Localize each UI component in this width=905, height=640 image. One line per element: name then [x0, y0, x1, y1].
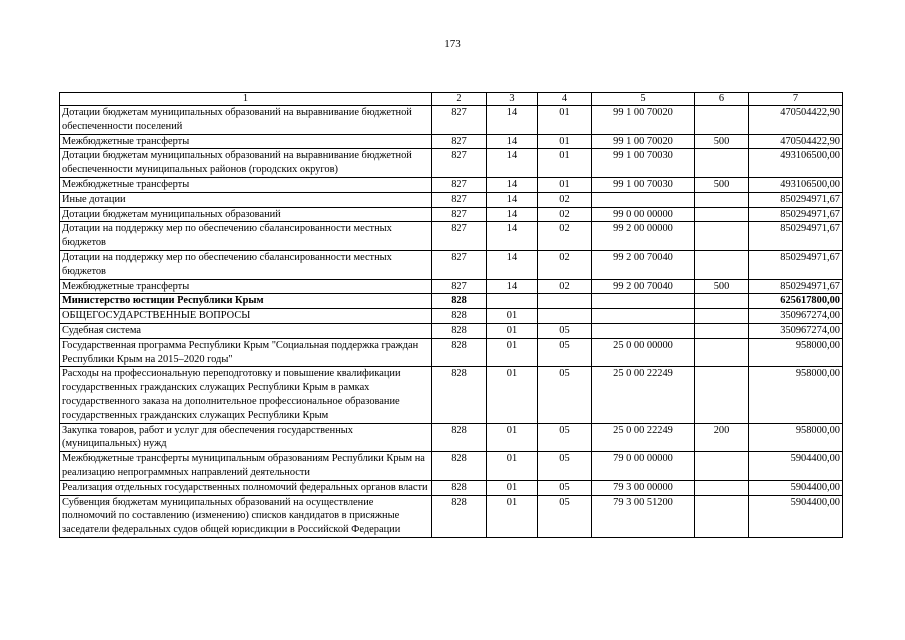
row-vedomstvo-cell: 827 — [432, 250, 487, 279]
row-csr-cell: 99 1 00 70020 — [592, 134, 695, 149]
row-csr-cell: 79 3 00 00000 — [592, 480, 695, 495]
row-csr-cell: 99 2 00 70040 — [592, 279, 695, 294]
row-vedomstvo-cell: 827 — [432, 177, 487, 192]
row-csr-cell — [592, 192, 695, 207]
row-vr-cell: 500 — [695, 279, 749, 294]
row-name-cell: Дотации на поддержку мер по обеспечению сбалансированности местных бюджетов — [60, 250, 432, 279]
row-vedomstvo-cell: 828 — [432, 495, 487, 537]
row-csr-cell: 99 1 00 70030 — [592, 149, 695, 178]
row-razdel-cell: 14 — [487, 279, 538, 294]
row-vedomstvo-cell: 828 — [432, 323, 487, 338]
row-razdel-cell: 01 — [487, 367, 538, 423]
row-vedomstvo-cell: 827 — [432, 106, 487, 135]
row-amount-cell: 850294971,67 — [749, 279, 843, 294]
row-name-cell: Дотации бюджетам муниципальных образований на выравнивание бюджетной обеспеченности поселений — [60, 106, 432, 135]
row-vr-cell — [695, 192, 749, 207]
row-csr-cell: 99 0 00 00000 — [592, 207, 695, 222]
row-amount-cell: 470504422,90 — [749, 134, 843, 149]
table-row — [60, 294, 843, 309]
row-podrazdel-cell: 05 — [538, 495, 592, 537]
row-razdel-cell: 14 — [487, 134, 538, 149]
table-row — [60, 134, 843, 149]
row-podrazdel-cell: 02 — [538, 192, 592, 207]
row-podrazdel-cell: 05 — [538, 480, 592, 495]
row-vedomstvo-cell: 828 — [432, 423, 487, 452]
row-vr-cell — [695, 149, 749, 178]
row-name-cell: Дотации на поддержку мер по обеспечению сбалансированности местных бюджетов — [60, 222, 432, 251]
row-name-cell: Межбюджетные трансферты — [60, 177, 432, 192]
column-header: 3 — [487, 93, 538, 106]
table-row — [60, 323, 843, 338]
row-podrazdel-cell — [538, 294, 592, 309]
row-csr-cell — [592, 309, 695, 324]
row-name-cell: Дотации бюджетам муниципальных образований — [60, 207, 432, 222]
row-vr-cell — [695, 367, 749, 423]
row-razdel-cell: 01 — [487, 338, 538, 367]
row-name-cell: Судебная система — [60, 323, 432, 338]
row-vedomstvo-cell: 828 — [432, 480, 487, 495]
row-podrazdel-cell: 01 — [538, 134, 592, 149]
row-podrazdel-cell — [538, 309, 592, 324]
row-podrazdel-cell: 01 — [538, 106, 592, 135]
table-row — [60, 192, 843, 207]
budget-table — [59, 92, 843, 538]
table-row — [60, 480, 843, 495]
row-vr-cell: 500 — [695, 134, 749, 149]
row-podrazdel-cell: 01 — [538, 149, 592, 178]
row-podrazdel-cell: 01 — [538, 177, 592, 192]
row-vedomstvo-cell: 827 — [432, 134, 487, 149]
column-header: 1 — [60, 93, 432, 106]
row-name-cell: Иные дотации — [60, 192, 432, 207]
table-row — [60, 279, 843, 294]
row-podrazdel-cell: 05 — [538, 423, 592, 452]
page-number: 173 — [444, 38, 461, 50]
row-vr-cell — [695, 480, 749, 495]
row-razdel-cell — [487, 294, 538, 309]
row-razdel-cell: 01 — [487, 495, 538, 537]
row-vr-cell — [695, 309, 749, 324]
table-row — [60, 106, 843, 135]
row-amount-cell: 625617800,00 — [749, 294, 843, 309]
row-csr-cell: 79 3 00 51200 — [592, 495, 695, 537]
row-csr-cell: 25 0 00 22249 — [592, 423, 695, 452]
row-csr-cell — [592, 294, 695, 309]
row-razdel-cell: 14 — [487, 222, 538, 251]
row-podrazdel-cell: 05 — [538, 338, 592, 367]
row-razdel-cell: 14 — [487, 177, 538, 192]
row-amount-cell: 493106500,00 — [749, 177, 843, 192]
row-razdel-cell: 01 — [487, 480, 538, 495]
row-podrazdel-cell: 05 — [538, 323, 592, 338]
row-vr-cell — [695, 207, 749, 222]
table-row — [60, 207, 843, 222]
row-razdel-cell: 14 — [487, 192, 538, 207]
row-vr-cell: 200 — [695, 423, 749, 452]
row-name-cell: Межбюджетные трансферты — [60, 134, 432, 149]
row-podrazdel-cell: 02 — [538, 279, 592, 294]
row-name-cell: Министерство юстиции Республики Крым — [60, 294, 432, 309]
row-name-cell: Государственная программа Республики Крым "Социальная поддержка граждан Республики Крым на 2015–2020 годы" — [60, 338, 432, 367]
row-vr-cell — [695, 250, 749, 279]
table-row — [60, 309, 843, 324]
row-vr-cell — [695, 495, 749, 537]
row-vr-cell — [695, 294, 749, 309]
row-name-cell: Межбюджетные трансферты муниципальным образованиям Республики Крым на реализацию непрограммных направлений деятельности — [60, 452, 432, 481]
row-csr-cell: 99 1 00 70030 — [592, 177, 695, 192]
row-vr-cell: 500 — [695, 177, 749, 192]
row-vedomstvo-cell: 828 — [432, 294, 487, 309]
row-name-cell: ОБЩЕГОСУДАРСТВЕННЫЕ ВОПРОСЫ — [60, 309, 432, 324]
row-razdel-cell: 14 — [487, 149, 538, 178]
row-name-cell: Реализация отдельных государственных полномочий федеральных органов власти — [60, 480, 432, 495]
row-amount-cell: 850294971,67 — [749, 222, 843, 251]
row-podrazdel-cell: 02 — [538, 222, 592, 251]
table-row — [60, 177, 843, 192]
row-amount-cell: 958000,00 — [749, 367, 843, 423]
row-vedomstvo-cell: 828 — [432, 367, 487, 423]
table-row — [60, 222, 843, 251]
table-row — [60, 250, 843, 279]
row-vr-cell — [695, 323, 749, 338]
row-amount-cell: 350967274,00 — [749, 309, 843, 324]
row-name-cell: Межбюджетные трансферты — [60, 279, 432, 294]
row-csr-cell: 79 0 00 00000 — [592, 452, 695, 481]
row-csr-cell — [592, 323, 695, 338]
row-vr-cell — [695, 452, 749, 481]
column-header: 6 — [695, 93, 749, 106]
table-row — [60, 338, 843, 367]
row-vedomstvo-cell: 827 — [432, 192, 487, 207]
row-podrazdel-cell: 02 — [538, 250, 592, 279]
table-row — [60, 452, 843, 481]
row-amount-cell: 850294971,67 — [749, 250, 843, 279]
table-row — [60, 423, 843, 452]
row-csr-cell: 25 0 00 00000 — [592, 338, 695, 367]
row-vedomstvo-cell: 827 — [432, 149, 487, 178]
row-amount-cell: 958000,00 — [749, 423, 843, 452]
row-name-cell: Субвенция бюджетам муниципальных образований на осуществление полномочий по составлению (изменению) списков кандидатов в присяжные заседатели федеральных судов общей юрисдикции в Российской Федерации — [60, 495, 432, 537]
row-vedomstvo-cell: 828 — [432, 338, 487, 367]
row-name-cell: Закупка товаров, работ и услуг для обеспечения государственных (муниципальных) нужд — [60, 423, 432, 452]
row-podrazdel-cell: 05 — [538, 367, 592, 423]
table-row — [60, 367, 843, 423]
row-csr-cell: 99 2 00 70040 — [592, 250, 695, 279]
header-row — [60, 93, 843, 106]
table-row — [60, 495, 843, 537]
row-razdel-cell: 01 — [487, 423, 538, 452]
row-amount-cell: 5904400,00 — [749, 452, 843, 481]
row-razdel-cell: 01 — [487, 309, 538, 324]
row-amount-cell: 350967274,00 — [749, 323, 843, 338]
row-name-cell: Расходы на профессиональную переподготовку и повышение квалификации государственных гражданских служащих Республики Крым в рамках государственного заказа на дополнительное профессиональное образование государственных гражданских служащих Республики Крым — [60, 367, 432, 423]
row-vedomstvo-cell: 827 — [432, 279, 487, 294]
row-razdel-cell: 01 — [487, 323, 538, 338]
row-podrazdel-cell: 05 — [538, 452, 592, 481]
row-csr-cell: 99 1 00 70020 — [592, 106, 695, 135]
table-row — [60, 149, 843, 178]
row-vedomstvo-cell: 827 — [432, 222, 487, 251]
row-vedomstvo-cell: 827 — [432, 207, 487, 222]
row-amount-cell: 470504422,90 — [749, 106, 843, 135]
row-razdel-cell: 14 — [487, 250, 538, 279]
row-amount-cell: 850294971,67 — [749, 192, 843, 207]
row-csr-cell: 99 2 00 00000 — [592, 222, 695, 251]
row-vr-cell — [695, 222, 749, 251]
row-razdel-cell: 01 — [487, 452, 538, 481]
row-name-cell: Дотации бюджетам муниципальных образований на выравнивание бюджетной обеспеченности муниципальных районов (городских округов) — [60, 149, 432, 178]
row-amount-cell: 493106500,00 — [749, 149, 843, 178]
row-vedomstvo-cell: 828 — [432, 452, 487, 481]
row-amount-cell: 5904400,00 — [749, 480, 843, 495]
column-header: 5 — [592, 93, 695, 106]
row-vr-cell — [695, 106, 749, 135]
row-podrazdel-cell: 02 — [538, 207, 592, 222]
column-header: 4 — [538, 93, 592, 106]
row-vr-cell — [695, 338, 749, 367]
column-header: 2 — [432, 93, 487, 106]
row-csr-cell: 25 0 00 22249 — [592, 367, 695, 423]
row-amount-cell: 958000,00 — [749, 338, 843, 367]
row-razdel-cell: 14 — [487, 106, 538, 135]
row-amount-cell: 5904400,00 — [749, 495, 843, 537]
row-amount-cell: 850294971,67 — [749, 207, 843, 222]
row-vedomstvo-cell: 828 — [432, 309, 487, 324]
column-header: 7 — [749, 93, 843, 106]
row-razdel-cell: 14 — [487, 207, 538, 222]
